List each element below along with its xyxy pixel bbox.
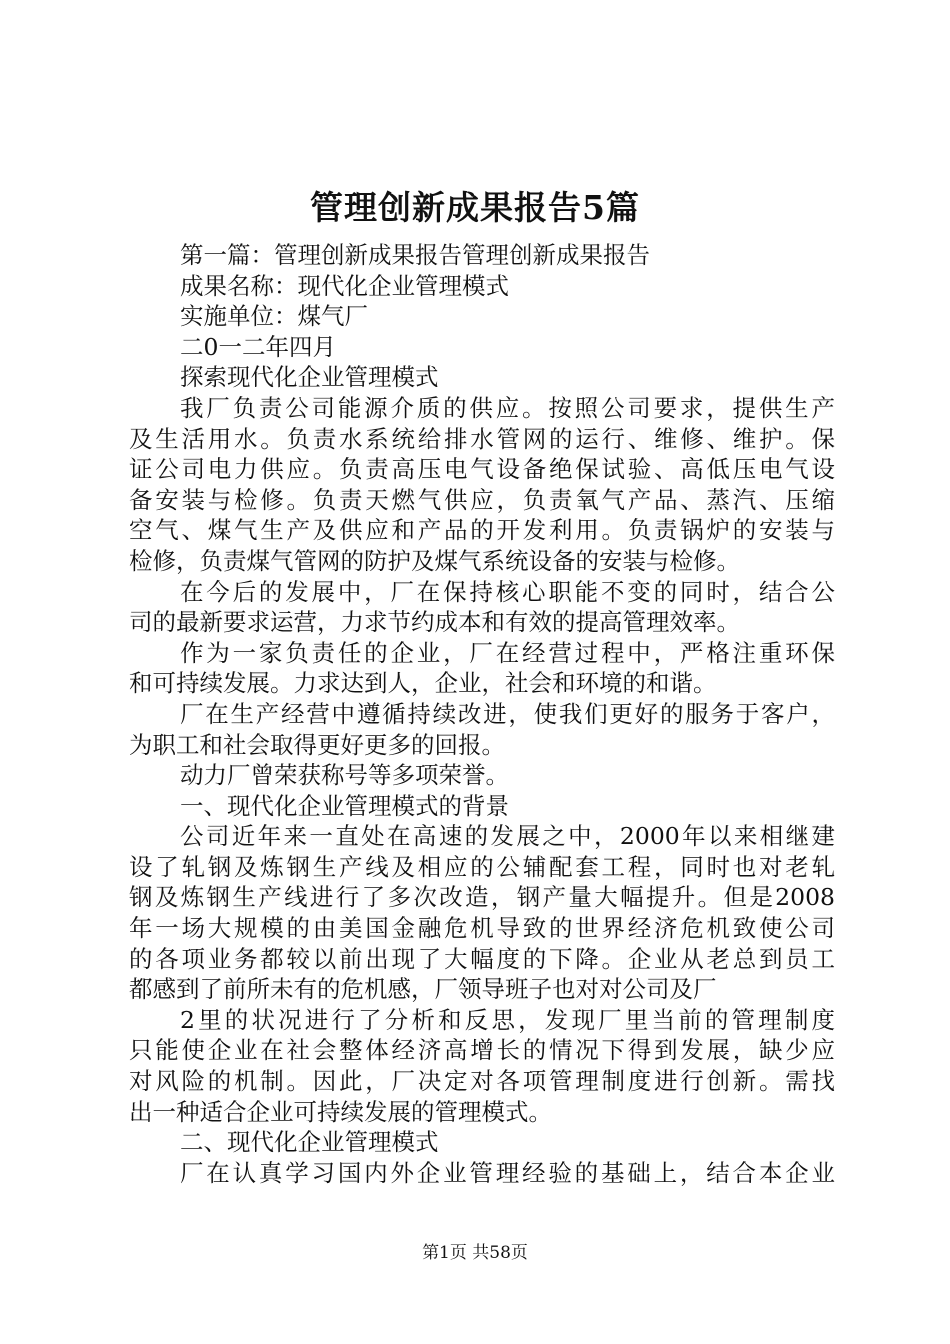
document-title: 管理创新成果报告5篇	[310, 188, 640, 227]
document-body	[129, 240, 835, 1188]
text-line: 为职工和社会取得更好更多的回报。	[129, 730, 505, 759]
text-line: 动力厂曾荣获称号等多项荣誉。	[180, 761, 509, 790]
text-line: 二0一二年四月	[180, 332, 336, 361]
text-line: 和可持续发展。力求达到人，企业，社会和环境的和谐。	[129, 669, 717, 698]
text-line: 探索现代化企业管理模式	[180, 363, 439, 392]
text-line: 一、现代化企业管理模式的背景	[180, 791, 509, 820]
text-line: 出一种适合企业可持续发展的管理模式。	[129, 1097, 552, 1126]
text-line: 作为一家负责任的企业，厂在经营过程中，严格注重环保	[180, 638, 835, 667]
text-line: 在今后的发展中，厂在保持核心职能不变的同时，结合公	[180, 577, 835, 606]
text-line: 证公司电力供应。负责高压电气设备绝保试验、高低压电气设	[129, 455, 835, 484]
text-line: 我厂负责公司能源介质的供应。按照公司要求，提供生产	[180, 393, 835, 422]
text-line: 备安装与检修。负责天燃气供应，负责氧气产品、蒸汽、压缩	[129, 485, 835, 514]
text-line: 第一篇：管理创新成果报告管理创新成果报告	[180, 241, 650, 269]
text-line: 钢及炼钢生产线进行了多次改造，钢产量大幅提升。但是2008	[129, 883, 835, 912]
text-line: 公司近年来一直处在高速的发展之中，2000年以来相继建	[180, 822, 835, 851]
text-line: 及生活用水。负责水系统给排水管网的运行、维修、维护。保	[129, 424, 835, 453]
text-line: 成果名称：现代化企业管理模式	[180, 271, 509, 300]
text-line: 空气、煤气生产及供应和产品的开发利用。负责锅炉的安装与	[129, 516, 835, 545]
text-line: 设了轧钢及炼钢生产线及相应的公辅配套工程，同时也对老轧	[129, 852, 835, 881]
text-line: 年一场大规模的由美国金融危机导致的世界经济危机致使公司	[129, 914, 835, 943]
page-footer: 第1页 共58页	[422, 1243, 528, 1263]
text-line: 都感到了前所未有的危机感，厂领导班子也对对公司及厂	[129, 975, 717, 1004]
text-line: 司的最新要求运营，力求节约成本和有效的提高管理效率。	[129, 608, 740, 637]
text-line: 厂在认真学习国内外企业管理经验的基础上，结合本企业	[180, 1158, 835, 1187]
text-line: 只能使企业在社会整体经济高增长的情况下得到发展，缺少应	[129, 1036, 835, 1065]
text-line: 的各项业务都较以前出现了大幅度的下降。企业从老总到员工	[129, 944, 835, 973]
text-line: 2里的状况进行了分析和反思，发现厂里当前的管理制度	[180, 1005, 835, 1034]
text-line: 检修，负责煤气管网的防护及煤气系统设备的安装与检修。	[129, 546, 740, 575]
text-line: 二、现代化企业管理模式	[180, 1128, 439, 1157]
text-line: 实施单位：煤气厂	[180, 302, 368, 331]
text-line: 对风险的机制。因此，厂决定对各项管理制度进行创新。需找	[129, 1067, 835, 1096]
text-line: 厂在生产经营中遵循持续改进，使我们更好的服务于客户，	[180, 699, 835, 728]
